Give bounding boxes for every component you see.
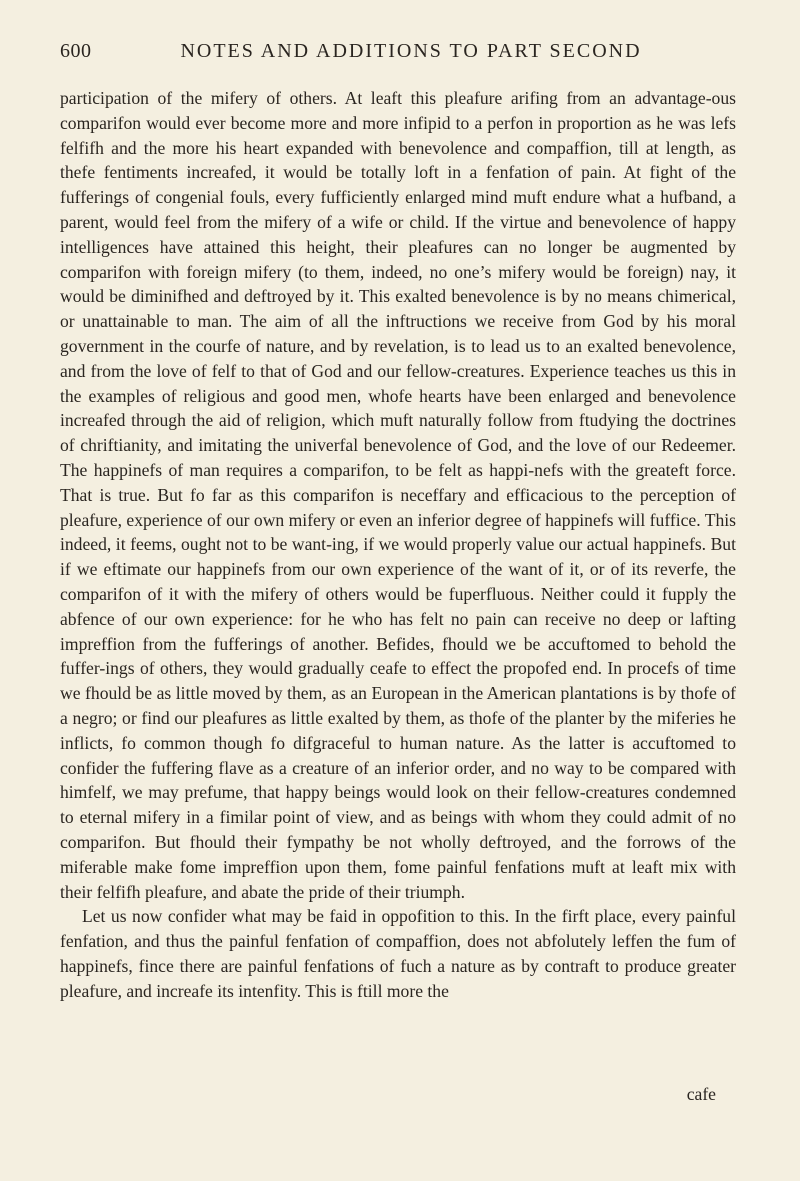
paragraph-2: Let us now confider what may be faid in oppofition to this. In the firft place, every painful fenfation, and thus the painful fenfation of compaffion, does not abfolutely leffen the fum of happinefs, fince there are painful fenfations of fuch a nature as by contraft to produce greater pleafure, and increafe its intenfity. This is ftill more the (60, 906, 736, 1001)
running-head: NOTES AND ADDITIONS TO PART SECOND (180, 40, 642, 62)
catchword: cafe (686, 1084, 716, 1104)
page-header (60, 40, 732, 68)
body-text (60, 86, 736, 1003)
page-number: 600 (60, 40, 92, 62)
paragraph-1: participation of the mifery of others. At leaft this pleafure arifing from an advantage-ous comparifon would ever become more and more infipid to a perfon in proportion as he was lefs felfifh and the more his heart expanded with benevolence and compaffion, till at length, as thefe fentiments increafed, it would be totally loft in a fenfation of pain. At fight of the fufferings of congenial fouls, every fufficiently enlarged mind muft endure what a hufband, a parent, would feel from the mifery of a wife or child. If the virtue and benevolence of happy intelligences have attained this height, their pleafures can no longer be augmented by comparifon with foreign mifery (to them, indeed, no one’s mifery would be foreign) nay, it would be diminifhed and deftroyed by it. This exalted benevolence is by no means chimerical, or unattainable to man. The aim of all the inftructions we receive from God by his moral government in the courfe of nature, and by revelation, is to lead us to an exalted benevolence, and from the love of felf to that of God and our fellow-creatures. Experience teaches us this in the examples of religious and good men, whofe hearts have been enlarged and benevolence increafed through the aid of religion, which muft naturally follow from ftudying the doctrines of chriftianity, and imitating the univerfal benevolence of God, and the love of our Redeemer. The happinefs of man requires a comparifon, to be felt as happi-nefs with the greateft force. That is true. But fo far as this comparifon is neceffary and efficacious to the perception of pleafure, experience of our own mifery or even an inferior degree of happinefs will fuffice. This indeed, it feems, ought not to be want-ing, if we would properly value our actual happinefs. But if we eftimate our happinefs from our own experience of the want of it, or of its reverfe, the comparifon of it with the mifery of others would be fuperfluous. Neither could it fupply the abfence of our own experience: for he who has felt no pain can receive no deep or lafting impreffion from the fufferings of another. Befides, fhould we be accuftomed to behold the fuffer-ings of others, they would gradually ceafe to effect the propofed end. In procefs of time we fhould be as little moved by them, as an European in the American plantations is by thofe of a negro; or find our pleafures as little exalted by them, as thofe of the planter by the miferies he inflicts, fo common though fo difgraceful to human nature. As the latter is accuftomed to confider the fuffering flave as a creature of an inferior order, and no way to be compared with himfelf, we may prefume, that happy beings would look on their fellow-creatures condemned to eternal mifery in a fimilar point of view, and as beings with whom they could admit of no comparifon. But fhould their fympathy be not wholly deftroyed, and the forrows of the miferable make fome impreffion upon them, fome painful fenfations muft at leaft mix with their felfifh pleafure, and abate the pride of their triumph. (60, 88, 736, 902)
